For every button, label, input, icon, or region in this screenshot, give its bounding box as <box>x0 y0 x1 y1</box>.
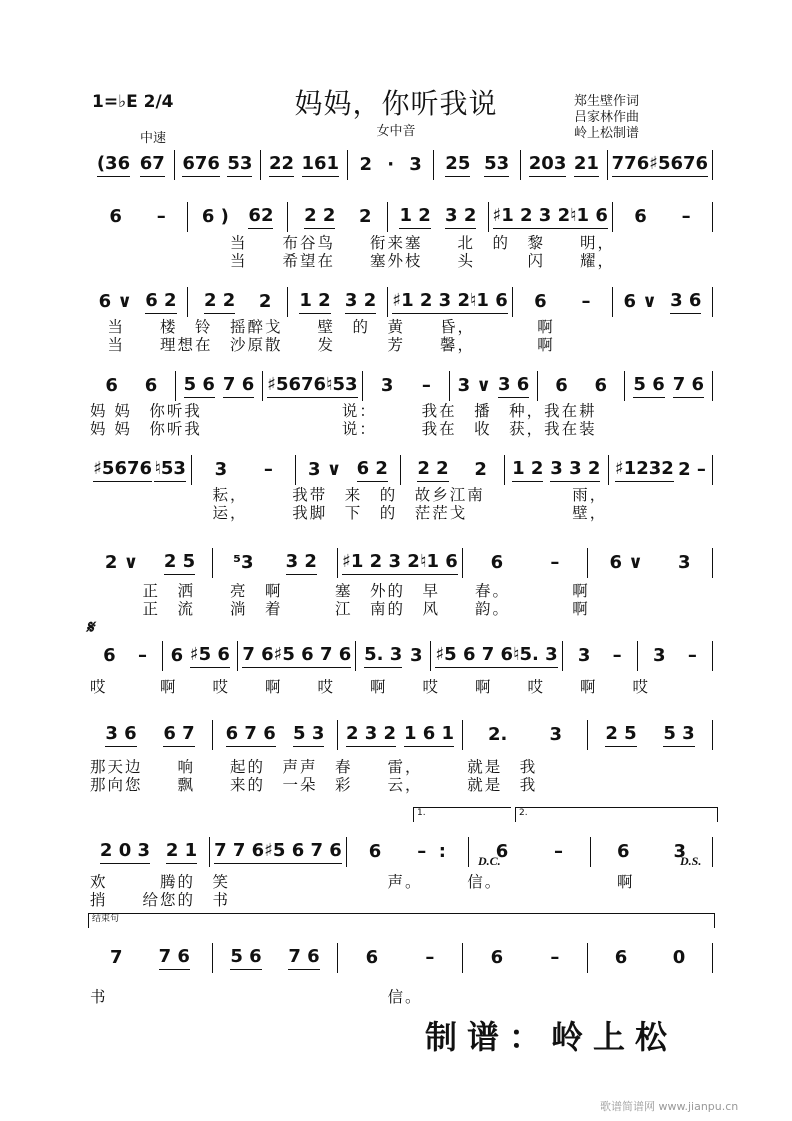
lyrics-line: 当 理想在 沙原散 发 芳 馨， 啊 <box>90 336 555 354</box>
measure <box>88 837 210 867</box>
note-group: 6 <box>365 946 379 968</box>
measure <box>188 287 288 317</box>
note-group: 3 2 <box>445 205 476 229</box>
note-group: 6 <box>555 374 568 396</box>
note-group: ♯5676 <box>267 374 326 398</box>
note-group: – <box>425 946 435 968</box>
note-group: 53 <box>227 153 252 177</box>
segno-sign: 𝄋 <box>86 617 94 637</box>
note-group: 6 <box>109 205 122 227</box>
lyrics-line: 运， 我脚 下 的 茫茫戈 壁， <box>90 504 608 522</box>
lyrics-line: 当 希望在 塞外枝 头 闪 耀， <box>90 252 616 270</box>
measure <box>188 202 288 232</box>
note-group: 2. <box>488 723 508 745</box>
lyrics-line: 妈 妈 你听我 说： 我在 播 种，我在耕 <box>90 402 597 420</box>
note-group: 6 <box>614 946 628 968</box>
note-group: 1 2 <box>399 205 430 229</box>
measure <box>338 548 463 578</box>
note-group: – <box>554 840 564 862</box>
watermark: 歌谱简谱网 www.jianpu.cn <box>600 1100 739 1113</box>
measure <box>401 455 505 485</box>
note-group: 2 0 3 <box>100 840 150 864</box>
note-group: – <box>263 458 273 480</box>
note-group: 2 <box>258 290 272 312</box>
note-group: 3 <box>677 551 691 573</box>
measure <box>88 150 175 180</box>
measure <box>88 641 163 671</box>
staff-row <box>88 720 713 750</box>
note-group: 3 <box>409 153 422 175</box>
measure <box>588 720 713 750</box>
measure <box>388 287 512 317</box>
note-group: 6 ∨ <box>609 551 643 573</box>
measure <box>288 202 388 232</box>
note-group: – <box>156 205 166 227</box>
note-group: 3 2 <box>345 290 376 314</box>
note-group: 0 <box>672 946 686 968</box>
measure <box>88 943 213 973</box>
note-group: – <box>550 551 560 573</box>
measure <box>88 455 192 485</box>
note-group: – <box>681 205 691 227</box>
measure <box>175 150 262 180</box>
note-group: 3 <box>652 644 666 666</box>
note-group: ♯5 6 7 6 <box>435 644 513 668</box>
measure <box>210 837 347 867</box>
note-group: 3 2 <box>286 551 317 575</box>
note-group: ♯5676 <box>649 153 708 177</box>
note-group: 5 6 <box>633 374 664 398</box>
measure <box>489 202 613 232</box>
lyrics-line: 妈 妈 你听我 说： 我在 收 获，我在装 <box>90 420 597 438</box>
measure <box>288 287 388 317</box>
staff-row <box>88 548 713 578</box>
note-group: 3 <box>410 644 423 666</box>
note-group: 2 1 <box>166 840 197 864</box>
lyrics-line: 正 洒 亮 啊 塞 外的 早 春。 啊 <box>90 582 590 600</box>
composer: 吕家林作曲 <box>574 110 640 125</box>
note-group: ♮1 6 <box>570 205 608 229</box>
note-group: ⁵3 <box>233 551 254 573</box>
note-group: ♯1 2 3 2 <box>392 290 470 314</box>
measure <box>88 548 213 578</box>
measure <box>388 202 488 232</box>
lyrics-line: 耘， 我带 来 的 故乡江南 雨， <box>90 486 608 504</box>
note-group: – <box>687 644 697 666</box>
measure <box>613 287 713 317</box>
note-group: 2 <box>359 205 372 227</box>
note-group: 2 2 <box>417 458 448 482</box>
lyrics-line: 当 楼 铃 摇醉戈 壁 的 黄 昏， 啊 <box>90 318 555 336</box>
transcriber: 岭上松制谱 <box>574 126 640 141</box>
measure <box>563 641 638 671</box>
volta-2: 2. <box>515 807 718 822</box>
measure <box>347 837 469 867</box>
note-group: 2 2 <box>204 290 235 314</box>
note-group: 6 7 6 <box>226 723 276 747</box>
note-group: 7 6 <box>159 946 190 970</box>
measure <box>538 371 626 401</box>
note-group: 6 <box>490 551 504 573</box>
note-group: 5 6 <box>184 374 215 398</box>
lyricist: 郑生壁作词 <box>574 94 640 109</box>
measure <box>356 641 431 671</box>
note-group: ♯5 6 7 6 <box>274 644 352 668</box>
note-group: ♮53 <box>154 458 185 482</box>
note-group: 6 2 <box>145 290 176 314</box>
note-group: 6 <box>594 374 608 396</box>
note-group: 6 <box>368 840 382 862</box>
ds-marking: D.S. <box>680 854 702 868</box>
note-group: 6 <box>616 840 630 862</box>
note-group: 6 <box>634 205 647 227</box>
note-group: 6 <box>534 290 547 312</box>
note-group: ♯5 6 7 6 <box>264 840 342 864</box>
measure <box>338 720 463 750</box>
note-group: ♯1 2 3 2 <box>493 205 571 229</box>
measure <box>505 455 609 485</box>
note-group: 3 <box>577 644 591 666</box>
note-group: 7 7 6 <box>214 840 264 864</box>
staff-row <box>88 150 713 180</box>
lyrics-line: 捎 给您的 书 <box>90 891 231 909</box>
note-group: ♯1232 <box>615 458 674 482</box>
note-group: 6 <box>105 374 118 396</box>
note-group: ♮1 6 <box>420 551 458 575</box>
note-group: 3 <box>380 374 394 396</box>
note-group: 6 ) <box>201 205 229 227</box>
note-group: 6 2 <box>357 458 388 482</box>
measure <box>625 371 713 401</box>
key-signature: 1=♭E 2/4 <box>92 92 174 112</box>
note-group: 2 5 <box>164 551 195 575</box>
note-group: 2 ∨ <box>104 551 139 573</box>
lyrics-line: 那天边 响 起的 声声 春 雷， 就是 我 <box>90 758 538 776</box>
note-group: ♮53 <box>326 374 357 398</box>
measure <box>238 641 356 671</box>
note-group: 3 6 <box>105 723 136 747</box>
note-group: 5 3 <box>663 723 694 747</box>
measure <box>608 150 713 180</box>
measure <box>88 287 188 317</box>
note-group: – <box>612 644 622 666</box>
measure <box>213 943 338 973</box>
note-group: 2 <box>359 153 372 175</box>
note-group: 6 7 <box>163 723 194 747</box>
note-group: 5. 3 <box>364 644 402 668</box>
note-group: 7 6 <box>288 946 319 970</box>
note-group: 67 <box>140 153 165 177</box>
measure <box>213 720 338 750</box>
note-group: 2 3 2 <box>346 723 396 747</box>
note-group: 3 6 <box>498 374 529 398</box>
measure <box>213 548 338 578</box>
note-group: – : <box>417 840 446 862</box>
staff-row <box>88 287 713 317</box>
note-group: 6 <box>495 840 509 862</box>
note-group: 6 ∨ <box>98 290 133 312</box>
note-group: 3 <box>214 458 228 480</box>
note-group: – <box>138 644 147 666</box>
note-group: 3 6 <box>670 290 701 314</box>
signature: 制谱：岭上松 <box>425 1018 678 1056</box>
note-group: ♮5. 3 <box>513 644 558 668</box>
note-group: 7 <box>110 946 123 968</box>
measure <box>338 943 463 973</box>
measure <box>163 641 238 671</box>
note-group: ♮1 6 <box>470 290 508 314</box>
note-group: ♯5676 <box>93 458 152 482</box>
note-group: 6 <box>170 644 184 666</box>
note-group: – <box>550 946 560 968</box>
note-group: ♯5 6 <box>190 644 230 668</box>
note-group: 5 3 <box>293 723 324 747</box>
note-group: 2 2 <box>304 205 335 229</box>
measure <box>176 371 264 401</box>
measure <box>296 455 400 485</box>
measure <box>263 371 362 401</box>
measure <box>463 720 588 750</box>
voice-type: 女中音 <box>376 124 416 139</box>
note-group: 2 5 <box>605 723 636 747</box>
measure <box>609 455 713 485</box>
staff-row <box>88 455 713 485</box>
staff-row <box>88 837 713 867</box>
staff-row <box>88 371 713 401</box>
measure <box>88 371 176 401</box>
lyrics-line: 欢 腾的 笑 声。 信。 啊 <box>90 873 635 891</box>
note-group: – <box>581 290 591 312</box>
note-group: 3 <box>673 840 687 862</box>
measure <box>431 641 562 671</box>
measure <box>88 202 188 232</box>
note-group: 1 2 <box>299 290 330 314</box>
staff-row <box>88 202 713 232</box>
lyrics-line: 当 布谷鸟 衔来塞 北 的 黎 明， <box>90 234 616 252</box>
measure <box>613 202 713 232</box>
measure <box>463 943 588 973</box>
note-group: 6 <box>144 374 158 396</box>
note-group: 53 <box>484 153 509 177</box>
note-group: – <box>421 374 431 396</box>
note-group: 22 <box>269 153 294 177</box>
measure <box>588 943 713 973</box>
ending-label: 结束句 <box>88 913 715 928</box>
note-group: 776 <box>612 153 650 177</box>
measure <box>450 371 538 401</box>
lyrics-line: 哎 啊 哎 啊 哎 啊 哎 啊 哎 啊 哎 <box>90 678 651 696</box>
measure <box>463 548 588 578</box>
note-group: 203 <box>529 153 567 177</box>
measure <box>434 150 521 180</box>
note-group: 3 ∨ <box>457 374 492 396</box>
measure <box>192 455 296 485</box>
note-group: 161 <box>302 153 340 177</box>
note-group: 62 <box>248 205 273 229</box>
note-group: 2 – <box>678 458 706 480</box>
lyrics-line: 正 流 淌 着 江 南的 风 韵。 啊 <box>90 600 590 618</box>
volta-1: 1. <box>413 807 511 822</box>
tempo-marking: 中速 <box>140 131 167 146</box>
note-group: 1 2 <box>512 458 543 482</box>
measure <box>513 287 613 317</box>
note-group: · <box>387 153 395 175</box>
note-group: 6 <box>490 946 504 968</box>
note-group: 6 ∨ <box>623 290 657 312</box>
measure <box>348 150 435 180</box>
credits <box>574 94 639 142</box>
measure <box>363 371 451 401</box>
staff-row <box>88 943 713 973</box>
note-group: 5 6 <box>230 946 261 970</box>
note-group: 25 <box>445 153 470 177</box>
note-group: 7 6 <box>223 374 254 398</box>
note-group: 6 <box>103 644 116 666</box>
lyrics-line: 那向您 飘 来的 一朵 彩 云， 就是 我 <box>90 776 538 794</box>
measure <box>521 150 608 180</box>
note-group: 3 3 2 <box>550 458 600 482</box>
note-group: (36 <box>97 153 130 177</box>
measure <box>588 548 713 578</box>
dc-marking: D.C. <box>478 854 501 868</box>
note-group: 3 ∨ <box>307 458 342 480</box>
note-group: 7 6 <box>242 644 273 668</box>
measure <box>88 720 213 750</box>
staff-row <box>88 641 713 671</box>
note-group: 676 <box>182 153 220 177</box>
lyrics-line: 书 信。 <box>90 988 423 1006</box>
measure <box>638 641 713 671</box>
note-group: 2 <box>474 458 487 480</box>
note-group: 21 <box>574 153 599 177</box>
measure <box>261 150 348 180</box>
note-group: 3 <box>549 723 562 745</box>
note-group: 7 6 <box>673 374 704 398</box>
note-group: 1 6 1 <box>404 723 454 747</box>
song-title: 妈妈，你听我说 <box>294 87 498 120</box>
note-group: ♯1 2 3 2 <box>342 551 420 575</box>
